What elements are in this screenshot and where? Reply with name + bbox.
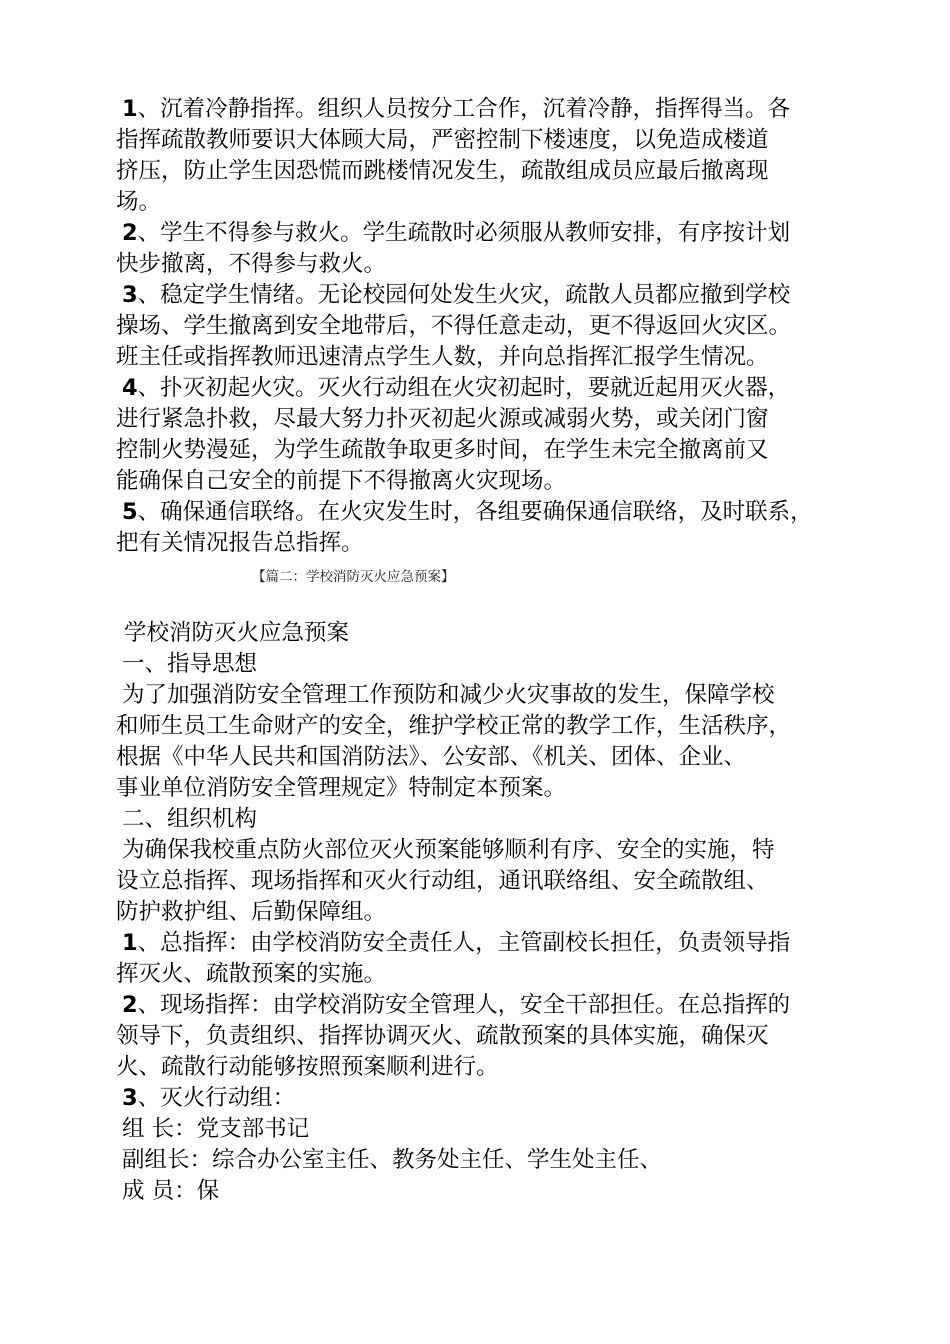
text-line [112, 280, 852, 311]
text-line [112, 125, 852, 156]
line-text: 为确保我校重点防火部位灭火预案能够顺利有序、安全的实施，特 [122, 837, 775, 863]
item-number: 4 [122, 375, 138, 401]
item-number: 2 [122, 992, 138, 1018]
item-number: 3 [122, 282, 138, 308]
item-number: 1 [122, 930, 138, 956]
line-text: 挤压，防止学生因恐慌而跳楼情况发生，疏散组成员应最后撤离现 [116, 158, 769, 184]
line-text: 能确保自己安全的前提下不得撤离火灾现场。 [116, 468, 567, 494]
line-text: 场。 [116, 189, 162, 215]
text-line [112, 804, 852, 835]
line-text: 操场、学生撤离到安全地带后，不得任意走动，更不得返回火灾区。 [116, 313, 792, 339]
text-line [112, 1052, 852, 1083]
text-line [112, 1114, 852, 1145]
line-text: 组 长：党支部书记 [122, 1116, 310, 1142]
item-number: 3 [122, 1085, 138, 1111]
section-fire-plan [112, 618, 852, 1207]
text-line [112, 1021, 852, 1052]
line-text: 控制火势漫延，为学生疏散争取更多时间，在学生未完全撤离前又 [116, 437, 769, 463]
line-text: 领导下，负责组织、指挥协调灭火、疏散预案的具体实施，确保灭 [116, 1023, 769, 1049]
line-text: 学校消防灭火应急预案 [124, 620, 350, 646]
text-line [112, 680, 852, 711]
line-text: 、扑灭初起火灾。灭火行动组在火灾初起时，要就近起用灭火器， [137, 375, 791, 401]
item-number: 2 [122, 220, 138, 246]
text-line [112, 94, 852, 125]
line-text: 火、疏散行动能够按照预案顺利进行。 [116, 1054, 499, 1080]
text-line [112, 618, 852, 649]
line-text: 、稳定学生情绪。无论校园何处发生火灾，疏散人员都应撤到学校 [137, 282, 791, 308]
text-line [112, 928, 852, 959]
line-text: 、总指挥：由学校消防安全责任人，主管副校长担任，负责领导指 [137, 930, 791, 956]
item-number: 5 [122, 499, 138, 525]
line-text: 、确保通信联络。在火灾发生时，各组要确保通信联络，及时联系， [137, 499, 813, 525]
text-line [112, 404, 852, 435]
text-line [112, 835, 852, 866]
line-text: 挥灭火、疏散预案的实施。 [116, 961, 387, 987]
text-line [112, 649, 852, 680]
line-text: 设立总指挥、现场指挥和灭火行动组，通讯联络组、安全疏散组、 [116, 868, 769, 894]
line-text: 防护救护组、后勤保障组。 [116, 899, 387, 925]
line-text: 、灭火行动组： [137, 1085, 296, 1111]
line-text: 班主任或指挥教师迅速清点学生人数，并向总指挥汇报学生情况。 [116, 344, 769, 370]
text-line [112, 249, 852, 280]
text-line [112, 990, 852, 1021]
line-text: 为了加强消防安全管理工作预防和减少火灾事故的发生，保障学校 [122, 682, 775, 708]
text-line [112, 466, 852, 497]
text-line [112, 1083, 852, 1114]
line-text: 、沉着冷静指挥。组织人员按分工合作，沉着冷静，指挥得当。各 [137, 96, 791, 122]
line-text: 成 员：保 [122, 1178, 220, 1204]
text-line [112, 373, 852, 404]
text-line [112, 311, 852, 342]
text-line [112, 897, 852, 928]
text-line [112, 528, 852, 559]
line-text: 进行紧急扑救，尽最大努力扑灭初起火源或减弱火势，或关闭门窗 [116, 406, 769, 432]
item-number: 1 [122, 96, 138, 122]
line-text: 二、组织机构 [122, 806, 258, 832]
line-text: 和师生员工生命财产的安全，维护学校正常的教学工作，生活秩序， [116, 713, 792, 739]
text-line [112, 711, 852, 742]
text-line [112, 959, 852, 990]
line-text: 、现场指挥：由学校消防安全管理人，安全干部担任。在总指挥的 [137, 992, 791, 1018]
text-line [112, 1145, 852, 1176]
line-text: 指挥疏散教师要识大体顾大局，严密控制下楼速度，以免造成楼道 [116, 127, 769, 153]
line-text: 一、指导思想 [122, 651, 258, 677]
text-line [112, 742, 852, 773]
line-text: 、学生不得参与救火。学生疏散时必须服从教师安排，有序按计划 [137, 220, 791, 246]
text-line [112, 435, 852, 466]
text-line [112, 156, 852, 187]
text-line [112, 773, 852, 804]
text-line [112, 866, 852, 897]
text-line [112, 187, 852, 218]
line-text: 事业单位消防安全管理规定》特制定本预案。 [116, 775, 567, 801]
line-text: 副组长：综合办公室主任、教务处主任、学生处主任、 [122, 1147, 663, 1173]
section-emergency-rules [112, 94, 852, 559]
line-text: 把有关情况报告总指挥。 [116, 530, 364, 556]
text-line [112, 342, 852, 373]
text-line [112, 1176, 852, 1207]
part-two-caption: 【篇二：学校消防灭火应急预案】 [252, 569, 455, 585]
line-text: 根据《中华人民共和国消防法》、公安部、《机关、团体、企业、 [116, 744, 747, 770]
text-line [112, 497, 852, 528]
text-line [112, 218, 852, 249]
line-text: 快步撤离，不得参与救火。 [116, 251, 387, 277]
